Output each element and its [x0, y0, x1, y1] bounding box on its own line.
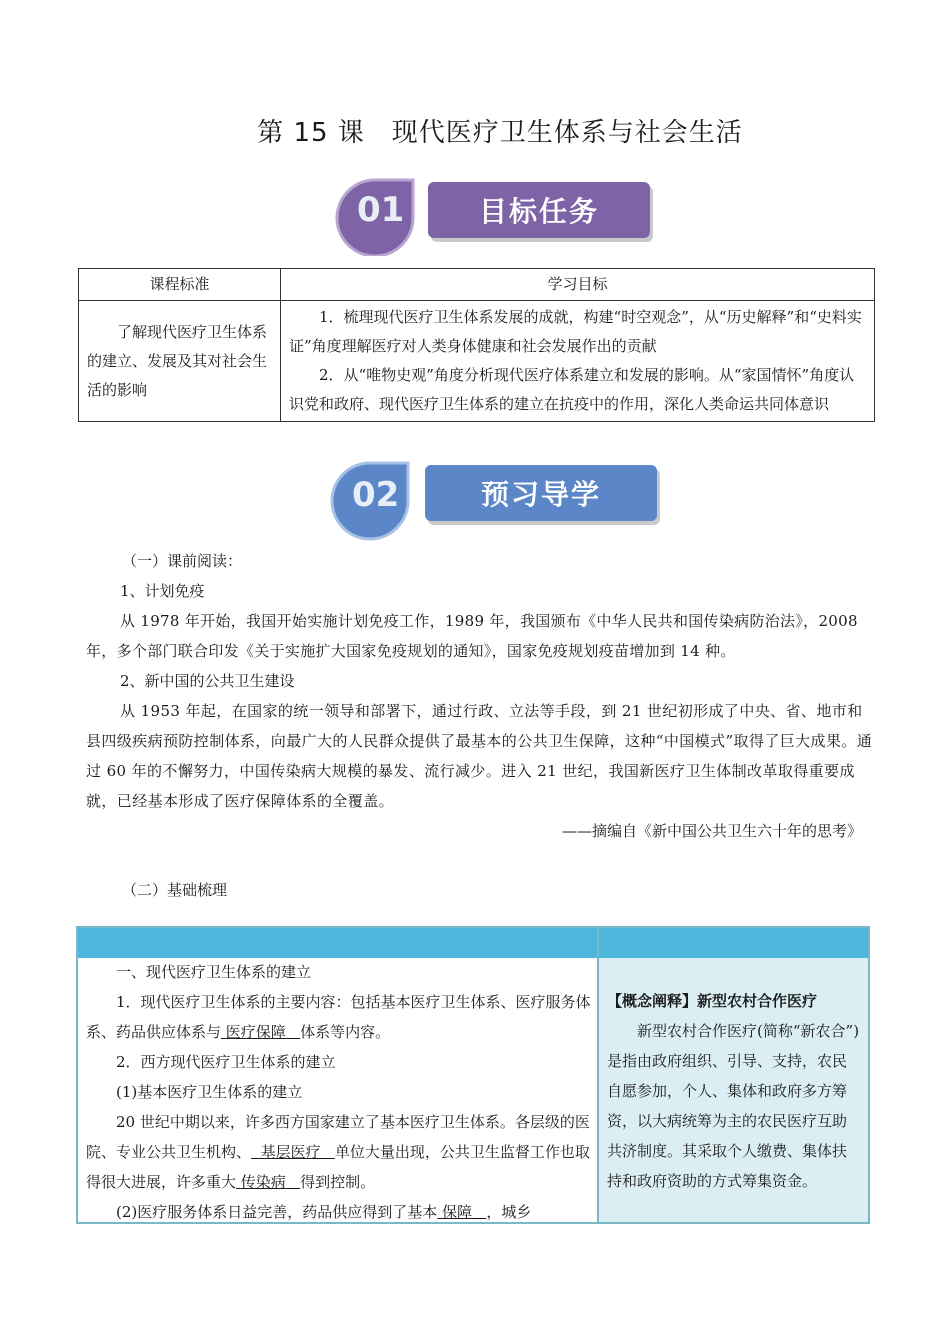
page-title: 第 15 课 现代医疗卫生体系与社会生活	[257, 118, 743, 148]
goals-objective-1: 1．梳理现代医疗卫生体系发展的成就，构建“时空观念”，从“历史解释”和“史料实证”角度理解医疗对人类身体健康和社会发展作出的贡献	[289, 308, 862, 355]
reading-item2-title: 2、新中国的公共卫生建设	[120, 672, 295, 690]
basics-paragraph-1	[86, 987, 591, 1047]
fill-blank	[251, 1143, 335, 1161]
fill-blank	[221, 1023, 300, 1041]
fill-blank-answer: 保障	[442, 1203, 473, 1221]
paragraph-text: 1．现代医疗卫生体系的主要内容：包括基本医疗卫生体系、医疗服务体系、药品供应体系与	[86, 993, 591, 1041]
basics-paragraph-3: (1)基本医疗卫生体系的建立	[116, 1083, 303, 1101]
fill-blank	[236, 1173, 300, 1191]
fill-blank-answer: 传染病	[240, 1173, 286, 1191]
paragraph-text: 20 世纪中期以来，许多西方国家建立了基本医疗卫生体系。各层级的医院、专业公共卫生机构、	[86, 1113, 590, 1161]
fill-blank-answer: 基层医疗	[260, 1143, 321, 1161]
goals-table	[78, 268, 875, 422]
basics-worksheet	[76, 926, 870, 1224]
concept-title: 【概念阐释】新型农村合作医疗	[607, 992, 818, 1010]
basics-paragraph-4	[86, 1107, 591, 1197]
concept-text: 新型农村合作医疗(简称“新农合”)是指由政府组织、引导、支持，农民自愿参加，个人、集体和政府多方筹资，以大病统筹为主的农民医疗互助共济制度。其采取个人缴费、集体扶持和政府资助的方式筹集资金。	[607, 1022, 860, 1190]
paragraph-text: ，城乡	[486, 1203, 532, 1221]
goals-objective-2: 2．从“唯物史观”角度分析现代医疗体系建立和发展的影响。从“家国情怀”角度认识党和政府、现代医疗卫生体系的建立在抗疫中的作用，深化人类命运共同体意识	[289, 366, 855, 413]
section-banner: 目标任务	[428, 182, 650, 238]
concept-box	[599, 958, 868, 1222]
reading-heading: （一）课前阅读：	[122, 552, 243, 570]
basics-paragraph-5	[86, 1197, 591, 1227]
reading-item1-text: 从 1978 年开始，我国开始实施计划免疫工作，1989 年，我国颁布《中华人民共和国传染病防治法》，2008 年，多个部门联合印发《关于实施扩大国家免疫规划的通知》，国家免疫规划疫苗增加到 14 种。	[86, 612, 858, 660]
paragraph-text: (2)医疗服务体系日益完善，药品供应得到了基本	[116, 1203, 438, 1221]
fill-blank	[437, 1203, 486, 1221]
reading-item2-text: 从 1953 年起，在国家的统一领导和部署下，通过行政、立法等手段，到 21 世纪初形成了中央、省、地市和县四级疾病预防控制体系，向最广大的人民群众提供了最基本的公共卫生保障，这种“中国模式”取得了巨大成果。通过 60 年的不懈努力，中国传染病大规模的暴发、流行减少。进入 21 世纪，我国新医疗卫生体制改革取得重要成就，已经基本形成了医疗保障体系的全覆盖。	[86, 702, 873, 810]
sub-heading: 一、现代医疗卫生体系的建立	[116, 963, 312, 981]
fill-blank-answer: 医疗保障	[225, 1023, 286, 1041]
basics-paragraph-2: 2．西方现代医疗卫生体系的建立	[116, 1053, 336, 1071]
paragraph-text: 单位大量出现，公共卫生监督工作也取得很大进展，许多重大	[86, 1143, 590, 1191]
section-banner: 预习导学	[425, 465, 657, 521]
section-number: 02	[352, 475, 400, 515]
reading-source: ——摘编自《新中国公共卫生六十年的思考》	[561, 822, 862, 840]
goals-header-standard: 课程标准	[79, 269, 281, 301]
section-badge-02	[325, 459, 665, 541]
paragraph-text: 得到控制。	[300, 1173, 376, 1191]
section-badge-01	[330, 176, 660, 256]
reading-item1-title: 1、计划免疫	[120, 582, 205, 600]
goals-standard-text: 了解现代医疗卫生体系的建立、发展及其对社会生活的影响	[87, 322, 268, 399]
worksheet-header-bar	[78, 928, 868, 958]
section-number: 01	[357, 190, 405, 230]
basics-heading: （二）基础梳理	[122, 881, 228, 899]
reading-section	[86, 546, 876, 846]
goals-header-objectives: 学习目标	[281, 269, 875, 301]
worksheet-main-column	[86, 957, 591, 1227]
paragraph-text: 体系等内容。	[300, 1023, 391, 1041]
